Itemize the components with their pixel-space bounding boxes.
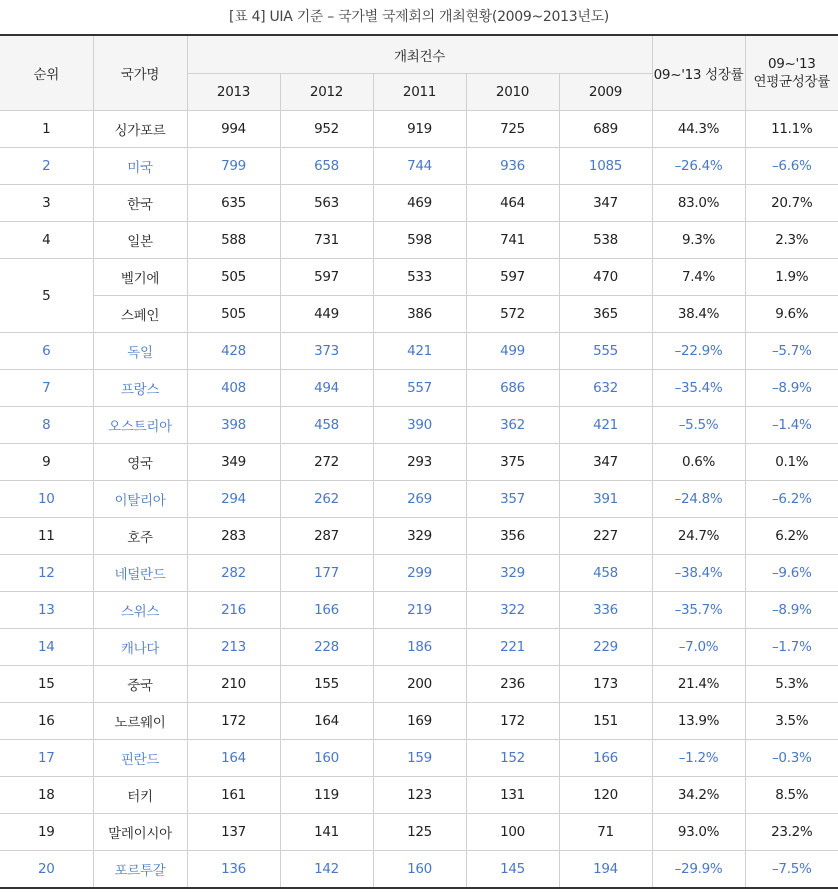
table-row xyxy=(0,555,838,592)
rank-cell: 1 xyxy=(0,111,93,148)
value-2013-cell: 283 xyxy=(187,518,280,555)
value-2012-cell: 160 xyxy=(280,740,373,777)
table-row xyxy=(0,185,838,222)
header-avg-growth xyxy=(745,35,838,111)
value-2012-cell: 164 xyxy=(280,703,373,740)
value-2009-cell: 458 xyxy=(559,555,652,592)
value-2010-cell: 362 xyxy=(466,407,559,444)
growth-rate-cell: –26.4% xyxy=(652,148,745,185)
avg-growth-rate-cell: –8.9% xyxy=(745,370,838,407)
growth-rate-cell: –22.9% xyxy=(652,333,745,370)
table-body xyxy=(0,111,838,889)
rank-cell: 16 xyxy=(0,703,93,740)
value-2009-cell: 173 xyxy=(559,666,652,703)
value-2013-cell: 164 xyxy=(187,740,280,777)
value-2013-cell: 505 xyxy=(187,259,280,296)
value-2012-cell: 119 xyxy=(280,777,373,814)
table-row xyxy=(0,481,838,518)
table-row xyxy=(0,222,838,259)
country-cell: 말레이시아 xyxy=(93,814,187,851)
value-2009-cell: 347 xyxy=(559,444,652,481)
growth-rate-cell: 34.2% xyxy=(652,777,745,814)
value-2013-cell: 282 xyxy=(187,555,280,592)
country-cell: 핀란드 xyxy=(93,740,187,777)
growth-rate-cell: 38.4% xyxy=(652,296,745,333)
growth-rate-cell: 7.4% xyxy=(652,259,745,296)
value-2010-cell: 356 xyxy=(466,518,559,555)
value-2010-cell: 357 xyxy=(466,481,559,518)
table-row xyxy=(0,518,838,555)
value-2010-cell: 686 xyxy=(466,370,559,407)
country-cell: 스페인 xyxy=(93,296,187,333)
value-2013-cell: 216 xyxy=(187,592,280,629)
value-2011-cell: 160 xyxy=(373,851,466,889)
value-2012-cell: 155 xyxy=(280,666,373,703)
country-cell: 중국 xyxy=(93,666,187,703)
header-year-2013: 2013 xyxy=(187,74,280,111)
value-2012-cell: 272 xyxy=(280,444,373,481)
value-2009-cell: 120 xyxy=(559,777,652,814)
value-2011-cell: 744 xyxy=(373,148,466,185)
country-cell: 벨기에 xyxy=(93,259,187,296)
value-2012-cell: 287 xyxy=(280,518,373,555)
country-cell: 호주 xyxy=(93,518,187,555)
value-2013-cell: 635 xyxy=(187,185,280,222)
growth-rate-cell: –1.2% xyxy=(652,740,745,777)
avg-growth-rate-cell: 11.1% xyxy=(745,111,838,148)
value-2009-cell: 194 xyxy=(559,851,652,889)
growth-rate-cell: 13.9% xyxy=(652,703,745,740)
value-2011-cell: 598 xyxy=(373,222,466,259)
value-2009-cell: 538 xyxy=(559,222,652,259)
growth-rate-cell: –35.7% xyxy=(652,592,745,629)
country-cell: 터키 xyxy=(93,777,187,814)
growth-rate-cell: –7.0% xyxy=(652,629,745,666)
header-year-2012: 2012 xyxy=(280,74,373,111)
value-2011-cell: 219 xyxy=(373,592,466,629)
rank-cell: 12 xyxy=(0,555,93,592)
value-2012-cell: 563 xyxy=(280,185,373,222)
value-2013-cell: 349 xyxy=(187,444,280,481)
rank-cell: 17 xyxy=(0,740,93,777)
avg-growth-rate-cell: –5.7% xyxy=(745,333,838,370)
rank-cell: 9 xyxy=(0,444,93,481)
value-2012-cell: 177 xyxy=(280,555,373,592)
value-2010-cell: 572 xyxy=(466,296,559,333)
growth-rate-cell: 44.3% xyxy=(652,111,745,148)
country-cell: 포르투갈 xyxy=(93,851,187,889)
table-row xyxy=(0,370,838,407)
value-2013-cell: 161 xyxy=(187,777,280,814)
value-2009-cell: 470 xyxy=(559,259,652,296)
avg-growth-rate-cell: 2.3% xyxy=(745,222,838,259)
value-2011-cell: 329 xyxy=(373,518,466,555)
avg-growth-rate-cell: –9.6% xyxy=(745,555,838,592)
growth-rate-cell: 9.3% xyxy=(652,222,745,259)
country-cell: 네덜란드 xyxy=(93,555,187,592)
growth-rate-cell: 0.6% xyxy=(652,444,745,481)
growth-rate-cell: –35.4% xyxy=(652,370,745,407)
header-year-2010: 2010 xyxy=(466,74,559,111)
value-2013-cell: 428 xyxy=(187,333,280,370)
value-2011-cell: 469 xyxy=(373,185,466,222)
country-cell: 미국 xyxy=(93,148,187,185)
header-year-2011: 2011 xyxy=(373,74,466,111)
rank-cell: 3 xyxy=(0,185,93,222)
table-row xyxy=(0,259,838,296)
value-2010-cell: 145 xyxy=(466,851,559,889)
value-2013-cell: 994 xyxy=(187,111,280,148)
country-cell: 일본 xyxy=(93,222,187,259)
value-2011-cell: 125 xyxy=(373,814,466,851)
growth-rate-cell: –5.5% xyxy=(652,407,745,444)
value-2009-cell: 336 xyxy=(559,592,652,629)
country-cell: 캐나다 xyxy=(93,629,187,666)
country-cell: 프랑스 xyxy=(93,370,187,407)
value-2013-cell: 136 xyxy=(187,851,280,889)
value-2010-cell: 131 xyxy=(466,777,559,814)
avg-growth-rate-cell: 23.2% xyxy=(745,814,838,851)
value-2012-cell: 228 xyxy=(280,629,373,666)
value-2009-cell: 166 xyxy=(559,740,652,777)
table-row xyxy=(0,111,838,148)
avg-growth-rate-cell: –0.3% xyxy=(745,740,838,777)
table-row xyxy=(0,407,838,444)
table-row xyxy=(0,592,838,629)
table-row xyxy=(0,333,838,370)
value-2010-cell: 725 xyxy=(466,111,559,148)
avg-growth-rate-cell: –6.6% xyxy=(745,148,838,185)
value-2010-cell: 329 xyxy=(466,555,559,592)
header-avg-growth-line1: 09~'13 xyxy=(767,56,816,72)
value-2013-cell: 172 xyxy=(187,703,280,740)
growth-rate-cell: –38.4% xyxy=(652,555,745,592)
country-cell: 독일 xyxy=(93,333,187,370)
rank-cell: 7 xyxy=(0,370,93,407)
value-2013-cell: 799 xyxy=(187,148,280,185)
avg-growth-rate-cell: 6.2% xyxy=(745,518,838,555)
value-2009-cell: 689 xyxy=(559,111,652,148)
avg-growth-rate-cell: –6.2% xyxy=(745,481,838,518)
value-2013-cell: 408 xyxy=(187,370,280,407)
value-2010-cell: 936 xyxy=(466,148,559,185)
avg-growth-rate-cell: 20.7% xyxy=(745,185,838,222)
value-2012-cell: 141 xyxy=(280,814,373,851)
value-2010-cell: 597 xyxy=(466,259,559,296)
value-2010-cell: 322 xyxy=(466,592,559,629)
table-row xyxy=(0,444,838,481)
value-2009-cell: 365 xyxy=(559,296,652,333)
rank-cell: 19 xyxy=(0,814,93,851)
value-2011-cell: 269 xyxy=(373,481,466,518)
value-2011-cell: 557 xyxy=(373,370,466,407)
rank-cell: 20 xyxy=(0,851,93,889)
value-2011-cell: 186 xyxy=(373,629,466,666)
avg-growth-rate-cell: 0.1% xyxy=(745,444,838,481)
growth-rate-cell: 21.4% xyxy=(652,666,745,703)
value-2012-cell: 952 xyxy=(280,111,373,148)
value-2013-cell: 505 xyxy=(187,296,280,333)
value-2009-cell: 151 xyxy=(559,703,652,740)
value-2010-cell: 236 xyxy=(466,666,559,703)
value-2013-cell: 398 xyxy=(187,407,280,444)
table-row xyxy=(0,814,838,851)
value-2011-cell: 293 xyxy=(373,444,466,481)
value-2009-cell: 1085 xyxy=(559,148,652,185)
value-2012-cell: 449 xyxy=(280,296,373,333)
header-rank: 순위 xyxy=(0,35,93,111)
table-row xyxy=(0,777,838,814)
rank-cell: 10 xyxy=(0,481,93,518)
table-row xyxy=(0,296,838,333)
table-row xyxy=(0,629,838,666)
avg-growth-rate-cell: –1.7% xyxy=(745,629,838,666)
rank-cell: 2 xyxy=(0,148,93,185)
value-2012-cell: 597 xyxy=(280,259,373,296)
growth-rate-cell: 83.0% xyxy=(652,185,745,222)
growth-rate-cell: –29.9% xyxy=(652,851,745,889)
value-2011-cell: 299 xyxy=(373,555,466,592)
value-2011-cell: 159 xyxy=(373,740,466,777)
value-2010-cell: 221 xyxy=(466,629,559,666)
table-row xyxy=(0,666,838,703)
growth-rate-cell: –24.8% xyxy=(652,481,745,518)
value-2012-cell: 494 xyxy=(280,370,373,407)
value-2012-cell: 373 xyxy=(280,333,373,370)
avg-growth-rate-cell: –8.9% xyxy=(745,592,838,629)
value-2013-cell: 294 xyxy=(187,481,280,518)
value-2010-cell: 375 xyxy=(466,444,559,481)
value-2009-cell: 391 xyxy=(559,481,652,518)
value-2010-cell: 499 xyxy=(466,333,559,370)
rank-cell: 18 xyxy=(0,777,93,814)
avg-growth-rate-cell: –7.5% xyxy=(745,851,838,889)
growth-rate-cell: 24.7% xyxy=(652,518,745,555)
value-2009-cell: 229 xyxy=(559,629,652,666)
country-cell: 한국 xyxy=(93,185,187,222)
value-2009-cell: 71 xyxy=(559,814,652,851)
table-row xyxy=(0,148,838,185)
value-2010-cell: 741 xyxy=(466,222,559,259)
table-caption: [표 4] UIA 기준 – 국가별 국제회의 개최현황(2009~2013년도) xyxy=(229,9,609,25)
value-2009-cell: 555 xyxy=(559,333,652,370)
avg-growth-rate-cell: 8.5% xyxy=(745,777,838,814)
value-2012-cell: 458 xyxy=(280,407,373,444)
country-cell: 이탈리아 xyxy=(93,481,187,518)
value-2011-cell: 533 xyxy=(373,259,466,296)
header-year-2009: 2009 xyxy=(559,74,652,111)
value-2010-cell: 152 xyxy=(466,740,559,777)
growth-rate-cell: 93.0% xyxy=(652,814,745,851)
avg-growth-rate-cell: 5.3% xyxy=(745,666,838,703)
value-2012-cell: 142 xyxy=(280,851,373,889)
value-2010-cell: 172 xyxy=(466,703,559,740)
value-2009-cell: 421 xyxy=(559,407,652,444)
value-2011-cell: 200 xyxy=(373,666,466,703)
meetings-table xyxy=(0,34,838,889)
value-2012-cell: 166 xyxy=(280,592,373,629)
rank-cell: 4 xyxy=(0,222,93,259)
country-cell: 영국 xyxy=(93,444,187,481)
country-cell: 오스트리아 xyxy=(93,407,187,444)
value-2013-cell: 210 xyxy=(187,666,280,703)
value-2011-cell: 919 xyxy=(373,111,466,148)
value-2013-cell: 213 xyxy=(187,629,280,666)
value-2012-cell: 731 xyxy=(280,222,373,259)
rank-cell: 15 xyxy=(0,666,93,703)
value-2012-cell: 262 xyxy=(280,481,373,518)
avg-growth-rate-cell: 3.5% xyxy=(745,703,838,740)
value-2011-cell: 390 xyxy=(373,407,466,444)
header-growth: 09~'13 성장률 xyxy=(652,35,745,111)
value-2011-cell: 169 xyxy=(373,703,466,740)
value-2011-cell: 123 xyxy=(373,777,466,814)
table-row xyxy=(0,703,838,740)
rank-cell: 11 xyxy=(0,518,93,555)
rank-cell: 14 xyxy=(0,629,93,666)
avg-growth-rate-cell: –1.4% xyxy=(745,407,838,444)
value-2009-cell: 227 xyxy=(559,518,652,555)
table-header xyxy=(0,35,838,111)
value-2011-cell: 386 xyxy=(373,296,466,333)
rank-cell: 5 xyxy=(0,259,93,333)
value-2013-cell: 137 xyxy=(187,814,280,851)
header-country: 국가명 xyxy=(93,35,187,111)
country-cell: 노르웨이 xyxy=(93,703,187,740)
table-row xyxy=(0,851,838,889)
value-2013-cell: 588 xyxy=(187,222,280,259)
country-cell: 스위스 xyxy=(93,592,187,629)
avg-growth-rate-cell: 9.6% xyxy=(745,296,838,333)
value-2009-cell: 347 xyxy=(559,185,652,222)
table-row xyxy=(0,740,838,777)
rank-cell: 6 xyxy=(0,333,93,370)
value-2010-cell: 464 xyxy=(466,185,559,222)
value-2009-cell: 632 xyxy=(559,370,652,407)
value-2010-cell: 100 xyxy=(466,814,559,851)
value-2011-cell: 421 xyxy=(373,333,466,370)
value-2012-cell: 658 xyxy=(280,148,373,185)
header-count-group: 개최건수 xyxy=(187,35,652,74)
avg-growth-rate-cell: 1.9% xyxy=(745,259,838,296)
rank-cell: 8 xyxy=(0,407,93,444)
header-avg-growth-line2: 연평균성장률 xyxy=(753,74,830,90)
rank-cell: 13 xyxy=(0,592,93,629)
country-cell: 싱가포르 xyxy=(93,111,187,148)
